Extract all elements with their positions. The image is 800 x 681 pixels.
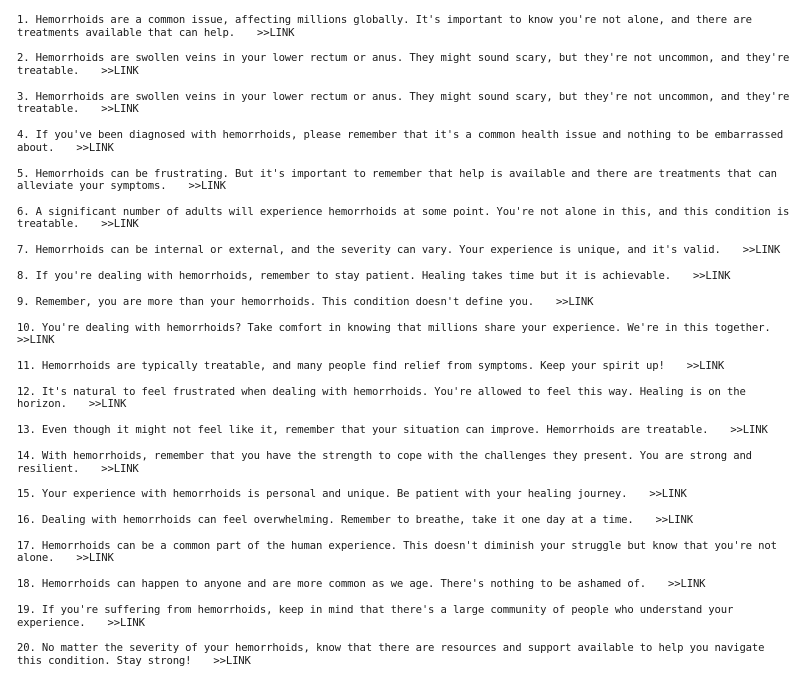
list-item bbox=[17, 322, 795, 347]
item-link[interactable]: >>LINK bbox=[107, 616, 145, 629]
list-item bbox=[17, 296, 795, 309]
item-text: 14. With hemorrhoids, remember that you have the strength to cope with the challenges they present. You are strong and resilient. bbox=[17, 449, 752, 475]
item-link[interactable]: >>LINK bbox=[655, 514, 693, 527]
list-item bbox=[17, 129, 795, 154]
list-item bbox=[17, 450, 795, 475]
list-item bbox=[17, 604, 795, 629]
item-text: 4. If you've been diagnosed with hemorrhoids, please remember that it's a common health issue and nothing to be embarrassed about. bbox=[17, 129, 784, 154]
item-link[interactable]: >>LINK bbox=[17, 334, 55, 347]
list-item bbox=[17, 578, 795, 591]
item-link[interactable]: >>LINK bbox=[188, 180, 226, 193]
item-link[interactable]: >>LINK bbox=[101, 462, 139, 475]
list-item bbox=[17, 168, 795, 193]
list-item bbox=[17, 206, 795, 231]
item-link[interactable]: >>LINK bbox=[88, 398, 127, 411]
list-item bbox=[17, 14, 795, 39]
list-item bbox=[17, 91, 795, 116]
item-text: 1. Hemorrhoids are a common issue, affecting millions globally. It's important to know you're not alone, and there are treatments available that can help. bbox=[17, 14, 752, 39]
item-link[interactable]: >>LINK bbox=[668, 578, 706, 591]
item-link[interactable]: >>LINK bbox=[649, 488, 687, 501]
item-text: 16. Dealing with hemorrhoids can feel overwhelming. Remember to breathe, take it one day at a time. bbox=[17, 514, 634, 527]
item-link[interactable]: >>LINK bbox=[555, 295, 594, 308]
item-text: 6. A significant number of adults will experience hemorrhoids at some point. You're not alone in this, and this condition is treatable. bbox=[17, 205, 790, 231]
item-link[interactable]: >>LINK bbox=[742, 244, 781, 257]
list-item bbox=[17, 514, 795, 527]
list-item bbox=[17, 540, 795, 565]
list-item bbox=[17, 52, 795, 77]
item-link[interactable]: >>LINK bbox=[213, 654, 251, 667]
item-link[interactable]: >>LINK bbox=[730, 424, 768, 437]
list-item bbox=[17, 424, 795, 437]
list-item bbox=[17, 270, 795, 283]
item-text: 17. Hemorrhoids can be a common part of the human experience. This doesn't diminish your struggle but know that you're not alone. bbox=[17, 539, 777, 565]
item-text: 2. Hemorrhoids are swollen veins in your lower rectum or anus. They might sound scary, but they're not uncommon, and they're treatable. bbox=[17, 52, 790, 77]
item-text: 8. If you're dealing with hemorrhoids, remember to stay patient. Healing takes time but it is achievable. bbox=[17, 270, 671, 283]
item-link[interactable]: >>LINK bbox=[101, 103, 139, 116]
item-link[interactable]: >>LINK bbox=[101, 218, 139, 231]
list-item bbox=[17, 386, 795, 411]
item-link[interactable]: >>LINK bbox=[256, 26, 295, 39]
item-text: 19. If you're suffering from hemorrhoids, keep in mind that there's a large community of people who understand your experience. bbox=[17, 604, 734, 629]
list-item bbox=[17, 642, 795, 667]
item-text: 12. It's natural to feel frustrated when dealing with hemorrhoids. You're allowed to feel this way. Healing is on the horizon. bbox=[17, 385, 746, 411]
item-text: 5. Hemorrhoids can be frustrating. But it's important to remember that help is available and there are treatments that can alleviate your symptoms. bbox=[17, 167, 777, 193]
list-item bbox=[17, 360, 795, 373]
list-item bbox=[17, 244, 795, 257]
item-text: 7. Hemorrhoids can be internal or external, and the severity can vary. Your experience is unique, and it's valid. bbox=[17, 244, 721, 257]
item-link[interactable]: >>LINK bbox=[686, 359, 725, 372]
item-text: 18. Hemorrhoids can happen to anyone and are more common as we age. There's nothing to be ashamed of. bbox=[17, 578, 647, 591]
item-link[interactable]: >>LINK bbox=[101, 64, 139, 77]
item-link[interactable]: >>LINK bbox=[76, 141, 114, 154]
document-body bbox=[17, 14, 795, 681]
item-link[interactable]: >>LINK bbox=[692, 270, 731, 283]
item-link[interactable]: >>LINK bbox=[76, 552, 114, 565]
item-text: 3. Hemorrhoids are swollen veins in your lower rectum or anus. They might sound scary, but they're not uncommon, and they're treatable. bbox=[17, 90, 790, 116]
list-item bbox=[17, 488, 795, 501]
item-text: 15. Your experience with hemorrhoids is personal and unique. Be patient with your healing journey. bbox=[17, 488, 628, 501]
item-text: 11. Hemorrhoids are typically treatable, and many people find relief from symptoms. Keep your spirit up! bbox=[17, 359, 665, 372]
item-text: 10. You're dealing with hemorrhoids? Take comfort in knowing that millions share your experience. We're in this together. bbox=[17, 321, 771, 334]
item-text: 13. Even though it might not feel like it, remember that your situation can improve. Hemorrhoids are treatable. bbox=[17, 424, 709, 437]
item-text: 20. No matter the severity of your hemorrhoids, know that there are resources and support available to help you navigate this condition. Stay strong! bbox=[17, 642, 765, 667]
item-text: 9. Remember, you are more than your hemorrhoids. This condition doesn't define you. bbox=[17, 295, 534, 308]
